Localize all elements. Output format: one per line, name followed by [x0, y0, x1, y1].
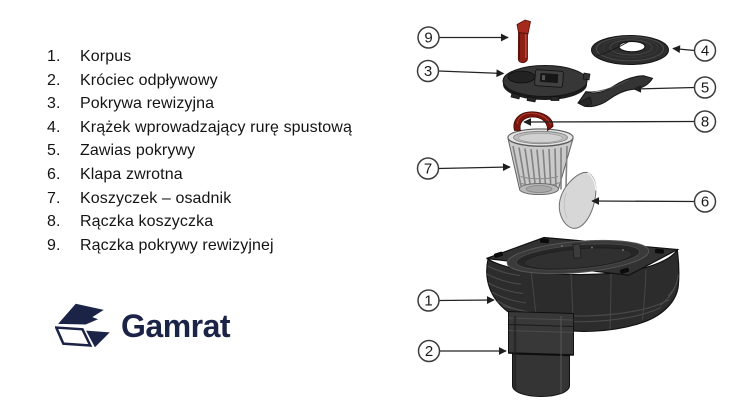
- callout-number: 5: [700, 79, 710, 97]
- callout-1: [418, 290, 494, 311]
- gamrat-logo: [55, 303, 230, 349]
- parts-list-item: [47, 92, 352, 116]
- gamrat-logo-icon: [55, 303, 111, 349]
- callout-3: [418, 61, 504, 82]
- part-label: Króciec odpływowy: [80, 71, 218, 89]
- parts-list-item: [47, 210, 352, 234]
- part-drawing-raczka-koszyczka: [514, 112, 553, 131]
- callout-7: [418, 158, 511, 179]
- parts-list-item: [47, 187, 352, 211]
- callout-arrow: [634, 88, 695, 90]
- callout-number: 2: [424, 343, 434, 360]
- callout-6: [592, 191, 716, 212]
- part-number: 5.: [47, 142, 61, 160]
- part-number: 7.: [47, 189, 61, 207]
- parts-list-item: [47, 234, 352, 258]
- part-label: Koszyczek – osadnik: [80, 189, 232, 207]
- parts-list-item: [47, 69, 352, 93]
- callout-number: 3: [423, 63, 433, 80]
- callout-number: 8: [700, 113, 710, 131]
- parts-list: [47, 45, 352, 257]
- parts-list-item: [47, 139, 352, 163]
- callout-4: [673, 40, 716, 61]
- part-drawing-koszyczek: [508, 129, 573, 195]
- part-drawing-krazek: [592, 36, 669, 65]
- part-label: Krążek wprowadzający rurę spustową: [80, 118, 352, 136]
- callout-arrow: [524, 122, 695, 123]
- part-label: Rączka koszyczka: [80, 213, 214, 231]
- part-drawing-zawias: [578, 76, 653, 107]
- callout-number: 9: [424, 29, 433, 47]
- callout-8: [524, 111, 716, 132]
- part-label: Klapa zwrotna: [80, 165, 183, 183]
- part-drawing-raczka-pokrywy: [517, 20, 531, 63]
- exploded-diagram: [400, 0, 750, 407]
- part-drawing-pokrywa: [503, 66, 590, 103]
- callout-2: [419, 341, 507, 362]
- callout-number: 7: [423, 160, 433, 178]
- part-label: Korpus: [80, 48, 132, 65]
- part-drawing-klapa: [559, 172, 596, 228]
- part-number: 4.: [47, 118, 61, 136]
- part-number: 1.: [47, 48, 61, 65]
- callout-arrow: [439, 167, 511, 169]
- callout-arrow: [439, 300, 494, 301]
- callout-arrow: [673, 49, 695, 51]
- part-number: 3.: [47, 95, 61, 113]
- callout-arrow: [439, 71, 504, 74]
- callout-arrow: [592, 201, 695, 202]
- parts-list-item: [47, 116, 352, 140]
- callout-number: 6: [700, 193, 710, 211]
- gamrat-logo-text: Gamrat: [121, 307, 231, 344]
- callout-number: 4: [700, 42, 710, 60]
- callout-number: 1: [424, 292, 433, 310]
- part-label: Pokrywa rewizyjna: [80, 95, 215, 113]
- part-label: Zawias pokrywy: [80, 142, 196, 160]
- part-number: 9.: [47, 236, 61, 254]
- part-drawing-krociec: [509, 312, 574, 397]
- parts-list-item: [47, 163, 352, 187]
- callout-9: [418, 27, 508, 48]
- part-number: 6.: [47, 165, 61, 183]
- part-label: Rączka pokrywy rewizyjnej: [80, 236, 274, 254]
- part-number: 2.: [47, 71, 61, 89]
- part-number: 8.: [47, 213, 61, 231]
- parts-list-item: [47, 45, 352, 69]
